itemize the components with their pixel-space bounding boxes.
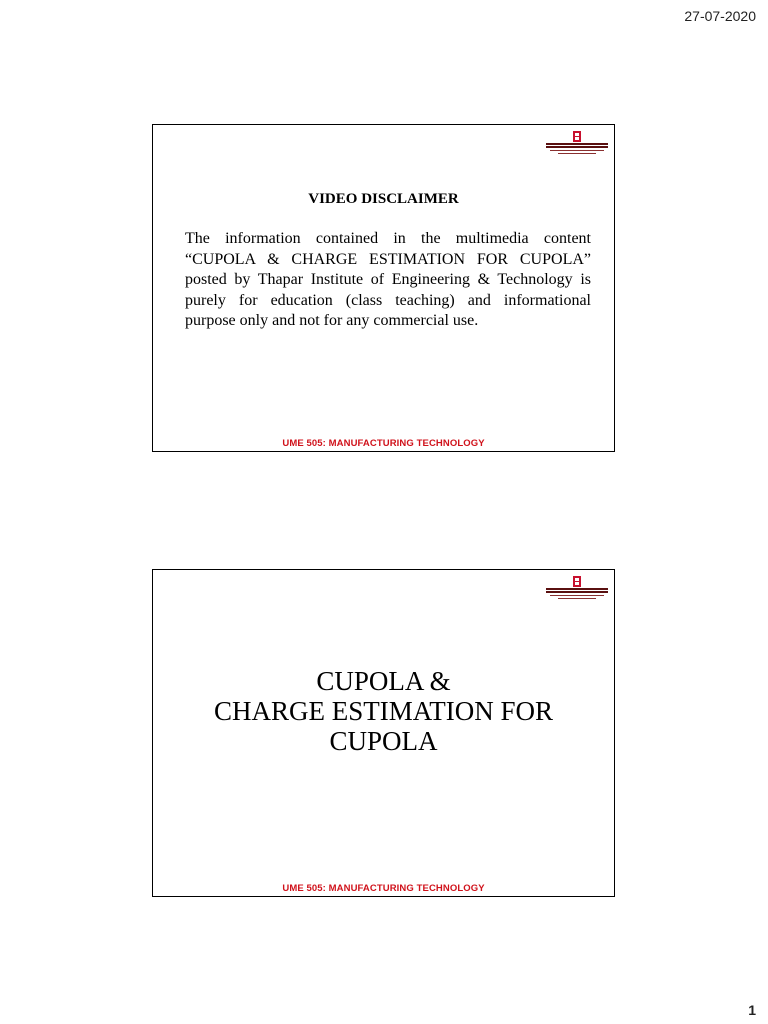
thapar-institute-logo-icon xyxy=(544,131,610,161)
disclaimer-text: The information contained in the multimedia content “CUPOLA & CHARGE ESTIMATION FOR CUPOLA” posted by Thapar Institute of Engineering & Technology is purely for education (class teaching) and informational purpose only and not for any commercial use. xyxy=(185,230,591,329)
disclaimer-heading: VIDEO DISCLAIMER xyxy=(308,191,459,207)
slide-footer-course: UME 505: MANUFACTURING TECHNOLOGY xyxy=(282,883,485,894)
page-date: 27-07-2020 xyxy=(684,8,756,24)
slide-title-line-2: CHARGE ESTIMATION FOR xyxy=(213,696,554,726)
slide-footer-course: UME 505: MANUFACTURING TECHNOLOGY xyxy=(282,438,485,449)
slide-title-cupola xyxy=(152,569,615,897)
slide-title-line-1: CUPOLA & xyxy=(316,666,451,696)
slide-title-line-3: CUPOLA xyxy=(329,726,438,756)
slide-title xyxy=(153,666,614,756)
slide-video-disclaimer xyxy=(152,124,615,452)
thapar-institute-logo-icon xyxy=(544,576,610,606)
page-number: 1 xyxy=(748,1002,756,1018)
